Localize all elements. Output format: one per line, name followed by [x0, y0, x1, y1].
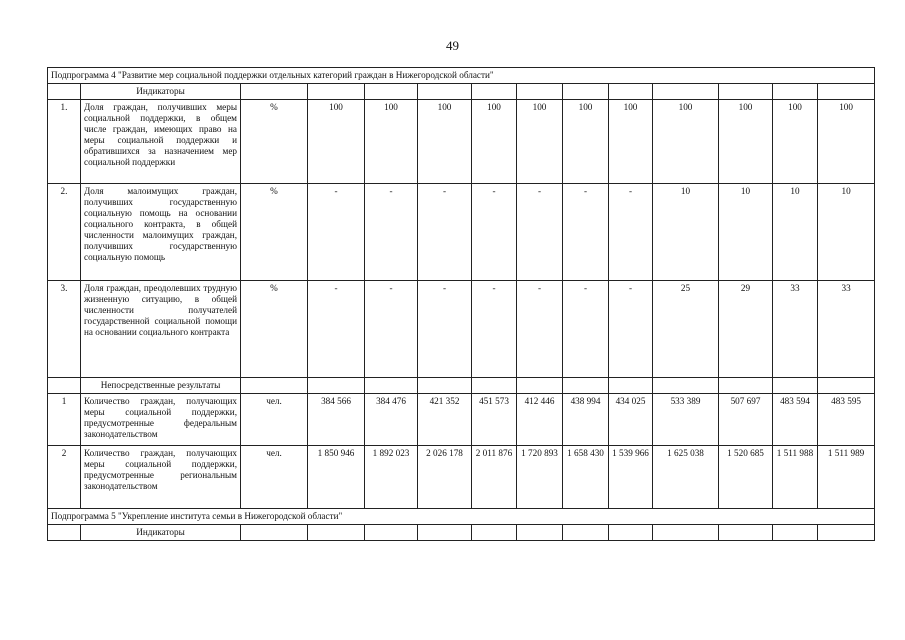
group-empty-cell	[418, 84, 472, 100]
table-row	[48, 394, 875, 446]
value-cell: 33	[773, 281, 818, 378]
group-header-row	[48, 378, 875, 394]
value-cell: 10	[773, 184, 818, 281]
value-cell: 10	[719, 184, 773, 281]
value-cell: 384 566	[308, 394, 365, 446]
value-cell: 100	[773, 100, 818, 184]
value-cell: 100	[609, 100, 653, 184]
value-cell: -	[609, 184, 653, 281]
value-cell: 533 389	[653, 394, 719, 446]
group-label: Непосредственные результаты	[81, 378, 241, 394]
value-cell: 100	[818, 100, 875, 184]
group-empty-cell	[818, 84, 875, 100]
value-cell: 1 850 946	[308, 446, 365, 509]
group-empty-cell	[609, 525, 653, 541]
group-empty-cell	[308, 525, 365, 541]
row-number: 1	[48, 394, 81, 446]
value-cell: -	[418, 281, 472, 378]
value-cell: 2 026 178	[418, 446, 472, 509]
table-row	[48, 100, 875, 184]
value-cell: 1 539 966	[609, 446, 653, 509]
group-empty-cell	[818, 378, 875, 394]
value-cell: -	[308, 184, 365, 281]
value-cell: 384 476	[365, 394, 418, 446]
value-cell: -	[472, 184, 517, 281]
row-number: 2	[48, 446, 81, 509]
group-empty-cell	[719, 378, 773, 394]
value-cell: 483 594	[773, 394, 818, 446]
value-cell: 100	[563, 100, 609, 184]
value-cell: 1 720 893	[517, 446, 563, 509]
unit-cell: %	[241, 100, 308, 184]
value-cell: 438 994	[563, 394, 609, 446]
value-cell: 451 573	[472, 394, 517, 446]
section-header-row	[48, 509, 875, 525]
value-cell: 100	[719, 100, 773, 184]
value-cell: 412 446	[517, 394, 563, 446]
group-empty-cell	[773, 378, 818, 394]
value-cell: 1 658 430	[563, 446, 609, 509]
group-empty-cell	[563, 378, 609, 394]
unit-cell: %	[241, 281, 308, 378]
group-empty-cell	[653, 525, 719, 541]
value-cell: 10	[653, 184, 719, 281]
unit-cell: чел.	[241, 394, 308, 446]
value-cell: -	[365, 184, 418, 281]
group-empty-cell	[48, 525, 81, 541]
value-cell: -	[609, 281, 653, 378]
group-empty-cell	[365, 378, 418, 394]
value-cell: -	[472, 281, 517, 378]
group-empty-cell	[472, 378, 517, 394]
group-empty-cell	[609, 84, 653, 100]
group-empty-cell	[517, 525, 563, 541]
section-title: Подпрограмма 4 "Развитие мер социальной поддержки отдельных категорий граждан в Нижегородской области"	[48, 68, 875, 84]
group-empty-cell	[719, 84, 773, 100]
indicator-name: Количество граждан, получающих меры социальной поддержки, предусмотренные региональным законодательством	[81, 446, 241, 509]
group-empty-cell	[563, 525, 609, 541]
value-cell: 100	[418, 100, 472, 184]
table-row	[48, 446, 875, 509]
table-row	[48, 281, 875, 378]
value-cell: 25	[653, 281, 719, 378]
group-empty-cell	[308, 378, 365, 394]
value-cell: 507 697	[719, 394, 773, 446]
value-cell: -	[563, 281, 609, 378]
table-body	[48, 68, 875, 541]
group-empty-cell	[609, 378, 653, 394]
group-empty-cell	[48, 84, 81, 100]
value-cell: -	[563, 184, 609, 281]
group-empty-cell	[472, 84, 517, 100]
value-cell: 100	[517, 100, 563, 184]
value-cell: -	[308, 281, 365, 378]
group-header-row	[48, 84, 875, 100]
group-empty-cell	[418, 378, 472, 394]
value-cell: 2 011 876	[472, 446, 517, 509]
value-cell: 1 625 038	[653, 446, 719, 509]
section-title: Подпрограмма 5 "Укрепление института семьи в Нижегородской области"	[48, 509, 875, 525]
value-cell: -	[517, 281, 563, 378]
table-row	[48, 184, 875, 281]
group-empty-cell	[48, 378, 81, 394]
value-cell: 434 025	[609, 394, 653, 446]
group-empty-cell	[308, 84, 365, 100]
row-number: 3.	[48, 281, 81, 378]
value-cell: 100	[653, 100, 719, 184]
value-cell: 100	[365, 100, 418, 184]
value-cell: 1 892 023	[365, 446, 418, 509]
group-empty-cell	[517, 378, 563, 394]
group-empty-cell	[472, 525, 517, 541]
group-empty-cell	[517, 84, 563, 100]
group-empty-cell	[365, 525, 418, 541]
group-empty-cell	[773, 84, 818, 100]
group-empty-cell	[418, 525, 472, 541]
page-number: 49	[446, 38, 459, 53]
value-cell: 1 511 988	[773, 446, 818, 509]
indicator-table	[47, 67, 875, 541]
indicator-name: Доля граждан, преодолевших трудную жизненную ситуацию, в общей численности получателей государственной социальной помощи на основании социального контракта	[81, 281, 241, 378]
row-number: 1.	[48, 100, 81, 184]
indicator-name: Доля граждан, получивших меры социальной поддержки, в общем числе граждан, имеющих право на меры социальной поддержки и обратившихся за назначением мер социальной поддержки	[81, 100, 241, 184]
value-cell: 10	[818, 184, 875, 281]
group-empty-cell	[241, 378, 308, 394]
indicator-name: Доля малоимущих граждан, получивших государственную социальную помощь на основании социального контракта, в общей численности малоимущих граждан, получивших государственную социальную помощь	[81, 184, 241, 281]
group-empty-cell	[818, 525, 875, 541]
unit-cell: %	[241, 184, 308, 281]
value-cell: 483 595	[818, 394, 875, 446]
group-label: Индикаторы	[81, 525, 241, 541]
value-cell: 421 352	[418, 394, 472, 446]
value-cell: 100	[308, 100, 365, 184]
value-cell: 33	[818, 281, 875, 378]
group-empty-cell	[653, 84, 719, 100]
group-empty-cell	[653, 378, 719, 394]
value-cell: -	[365, 281, 418, 378]
group-empty-cell	[241, 84, 308, 100]
value-cell: -	[517, 184, 563, 281]
value-cell: -	[418, 184, 472, 281]
group-empty-cell	[241, 525, 308, 541]
group-label: Индикаторы	[81, 84, 241, 100]
value-cell: 1 520 685	[719, 446, 773, 509]
group-empty-cell	[773, 525, 818, 541]
row-number: 2.	[48, 184, 81, 281]
unit-cell: чел.	[241, 446, 308, 509]
section-header-row	[48, 68, 875, 84]
value-cell: 1 511 989	[818, 446, 875, 509]
group-header-row	[48, 525, 875, 541]
indicator-name: Количество граждан, получающих меры социальной поддержки, предусмотренные федеральным законодательством	[81, 394, 241, 446]
group-empty-cell	[365, 84, 418, 100]
value-cell: 29	[719, 281, 773, 378]
group-empty-cell	[563, 84, 609, 100]
value-cell: 100	[472, 100, 517, 184]
group-empty-cell	[719, 525, 773, 541]
